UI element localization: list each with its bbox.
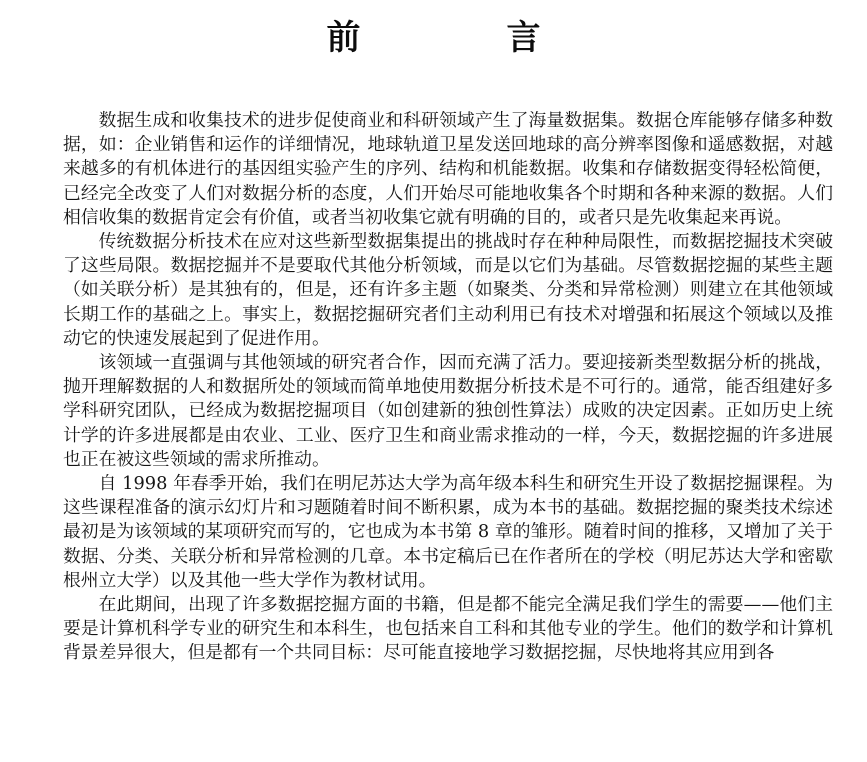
paragraph-1: 数据生成和收集技术的进步促使商业和科研领域产生了海量数据集。数据仓库能够存储多种数据，如：企业销售和运作的详细情况，地球轨道卫星发送回地球的高分辨率图像和遥感数据，对越来越多的有机体进行的基因组实验产生的序列、结构和机能数据。收集和存储数据变得轻松简便，已经完全改变了人们对数据分析的态度，人们开始尽可能地收集各个时期和各种来源的数据。人们相信收集的数据肯定会有价值，或者当初收集它就有明确的目的，或者只是先收集起来再说。 bbox=[63, 110, 833, 228]
preface-body bbox=[63, 109, 833, 666]
page-title: 前 言 bbox=[326, 18, 597, 58]
paragraph-2: 传统数据分析技术在应对这些新型数据集提出的挑战时存在种种局限性，而数据挖掘技术突破了这些局限。数据挖掘并不是要取代其他分析领域，而是以它们为基础。尽管数据挖掘的某些主题（如关联分析）是其独有的，但是，还有许多主题（如聚类、分类和异常检测）则建立在其他领域长期工作的基础之上。事实上，数据挖掘研究者们主动利用已有技术对增强和拓展这个领域以及推动它的快速发展起到了促进作用。 bbox=[63, 231, 833, 349]
paragraph-5: 在此期间，出现了许多数据挖掘方面的书籍，但是都不能完全满足我们学生的需要——他们主要是计算机科学专业的研究生和本科生，也包括来自工科和其他专业的学生。他们的数学和计算机背景差异很大，但是都有一个共同目标：尽可能直接地学习数据挖掘，尽快地将其应用到各 bbox=[63, 594, 833, 664]
paragraph-3: 该领域一直强调与其他领域的研究者合作，因而充满了活力。要迎接新类型数据分析的挑战，抛开理解数据的人和数据所处的领域而简单地使用数据分析技术是不可行的。通常，能否组建好多学科研究团队，已经成为数据挖掘项目（如创建新的独创性算法）成败的决定因素。正如历史上统计学的许多进展都是由农业、工业、医疗卫生和商业需求推动的一样，今天，数据挖掘的许多进展也正在被这些领域的需求所推动。 bbox=[63, 352, 833, 470]
paragraph-4: 自 1998 年春季开始，我们在明尼苏达大学为高年级本科生和研究生开设了数据挖掘课程。为这些课程准备的演示幻灯片和习题随着时间不断积累，成为本书的基础。数据挖掘的聚类技术综述最初是为该领域的某项研究而写的，它也成为本书第 8 章的雏形。随着时间的推移，又增加了关于数据、分类、关联分析和异常检测的几章。本书定稿后已在作者所在的学校（明尼苏达大学和密歇根州立大学）以及其他一些大学作为教材试用。 bbox=[63, 473, 833, 591]
